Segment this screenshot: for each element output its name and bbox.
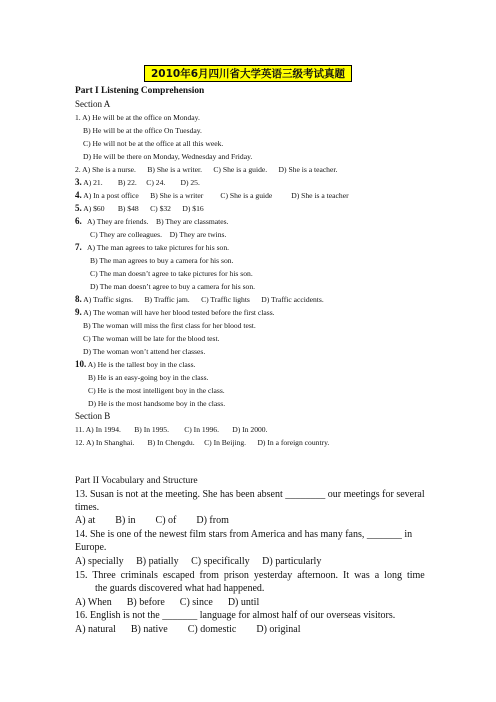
q10-number: 10.	[75, 359, 87, 369]
q6-options-ab: A) They are friends. B) They are classmates.	[81, 217, 229, 226]
q10-option-a: A) He is the tallest boy in the class.	[86, 360, 196, 369]
q13-options: A) at B) in C) of D) from	[75, 515, 229, 526]
q9-number: 9.	[75, 307, 82, 317]
q7-option-a: A) The man agrees to take pictures for his son.	[81, 243, 230, 252]
q9-option-c: C) The woman will be late for the blood test.	[83, 334, 220, 343]
section-b-heading: Section B	[75, 411, 111, 421]
q3-number: 3.	[75, 177, 82, 187]
q11-line: 11. A) In 1994. B) In 1995. C) In 1996. D) In 2000.	[75, 425, 268, 434]
part1-heading: Part I Listening Comprehension	[75, 86, 205, 96]
q16-options: A) natural B) native C) domestic D) original	[75, 624, 301, 635]
q1-option-a: 1. A) He will be at the office on Monday.	[75, 113, 200, 122]
q14-stem: 14. She is one of the newest film stars from America and has many fans, _______ in	[75, 529, 413, 540]
q3-options: A) 21. B) 22. C) 24. D) 25.	[81, 178, 200, 187]
q9-option-a: A) The woman will have her blood tested before the first class.	[81, 308, 275, 317]
q10-option-b: B) He is an easy-going boy in the class.	[88, 373, 209, 382]
section-a-heading: Section A	[75, 99, 111, 109]
q12-line: 12. A) In Shanghai. B) In Chengdu. C) In Beijing. D) In a foreign country.	[75, 438, 330, 447]
q9-option-b: B) The woman will miss the first class for her blood test.	[83, 321, 256, 330]
q6-options-cd: C) They are colleagues. D) They are twins.	[90, 230, 227, 239]
q4-number: 4.	[75, 190, 82, 200]
q8-number: 8.	[75, 294, 82, 304]
q7-option-b: B) The man agrees to buy a camera for his son.	[90, 256, 234, 265]
q5-options: A) $60 B) $48 C) $32 D) $16	[81, 204, 204, 213]
q15-options: A) When B) before C) since D) until	[75, 597, 260, 608]
q15-stem: 15. Three criminals escaped from prison yesterday afternoon. It was a long time	[75, 570, 425, 581]
q16-stem: 16. English is not the _______ language for almost half of our overseas visitors.	[75, 610, 396, 621]
q5-number: 5.	[75, 203, 82, 213]
q13-stem-cont: times.	[75, 502, 100, 513]
q7-option-c: C) The man doesn’t agree to take pictures for his son.	[90, 269, 253, 278]
q10-option-d: D) He is the most handsome boy in the class.	[88, 399, 226, 408]
q10-option-c: C) He is the most intelligent boy in the class.	[88, 386, 225, 395]
q1-option-c: C) He will not be at the office at all this week.	[83, 139, 224, 148]
q1-option-b: B) He will be at the office On Tuesday.	[83, 126, 202, 135]
q7-option-d: D) The man doesn’t agree to buy a camera for his son.	[90, 282, 256, 291]
exam-title: 2010年6月四川省大学英语三级考试真题	[144, 65, 352, 82]
q8-options: A) Traffic signs. B) Traffic jam. C) Traffic lights D) Traffic accidents.	[81, 295, 324, 304]
q4-options: A) In a post office B) She is a writer C) She is a guide D) She is a teacher	[81, 191, 349, 200]
q7-number: 7.	[75, 242, 82, 252]
q15-stem-cont: the guards discovered what had happened.	[75, 583, 265, 594]
q2-line: 2. A) She is a nurse. B) She is a writer. C) She is a guide. D) She is a teacher.	[75, 165, 338, 174]
q9-option-d: D) The woman won’t attend her classes.	[83, 347, 206, 356]
q1-option-d: D) He will be there on Monday, Wednesday and Friday.	[83, 152, 253, 161]
q14-stem-cont: Europe.	[75, 542, 107, 553]
q14-options: A) specially B) patially C) specifically D) particularly	[75, 556, 322, 567]
q6-number: 6.	[75, 216, 82, 226]
part2-heading: Part II Vocabulary and Structure	[75, 476, 198, 486]
q13-stem: 13. Susan is not at the meeting. She has been absent ________ our meetings for several	[75, 489, 425, 500]
